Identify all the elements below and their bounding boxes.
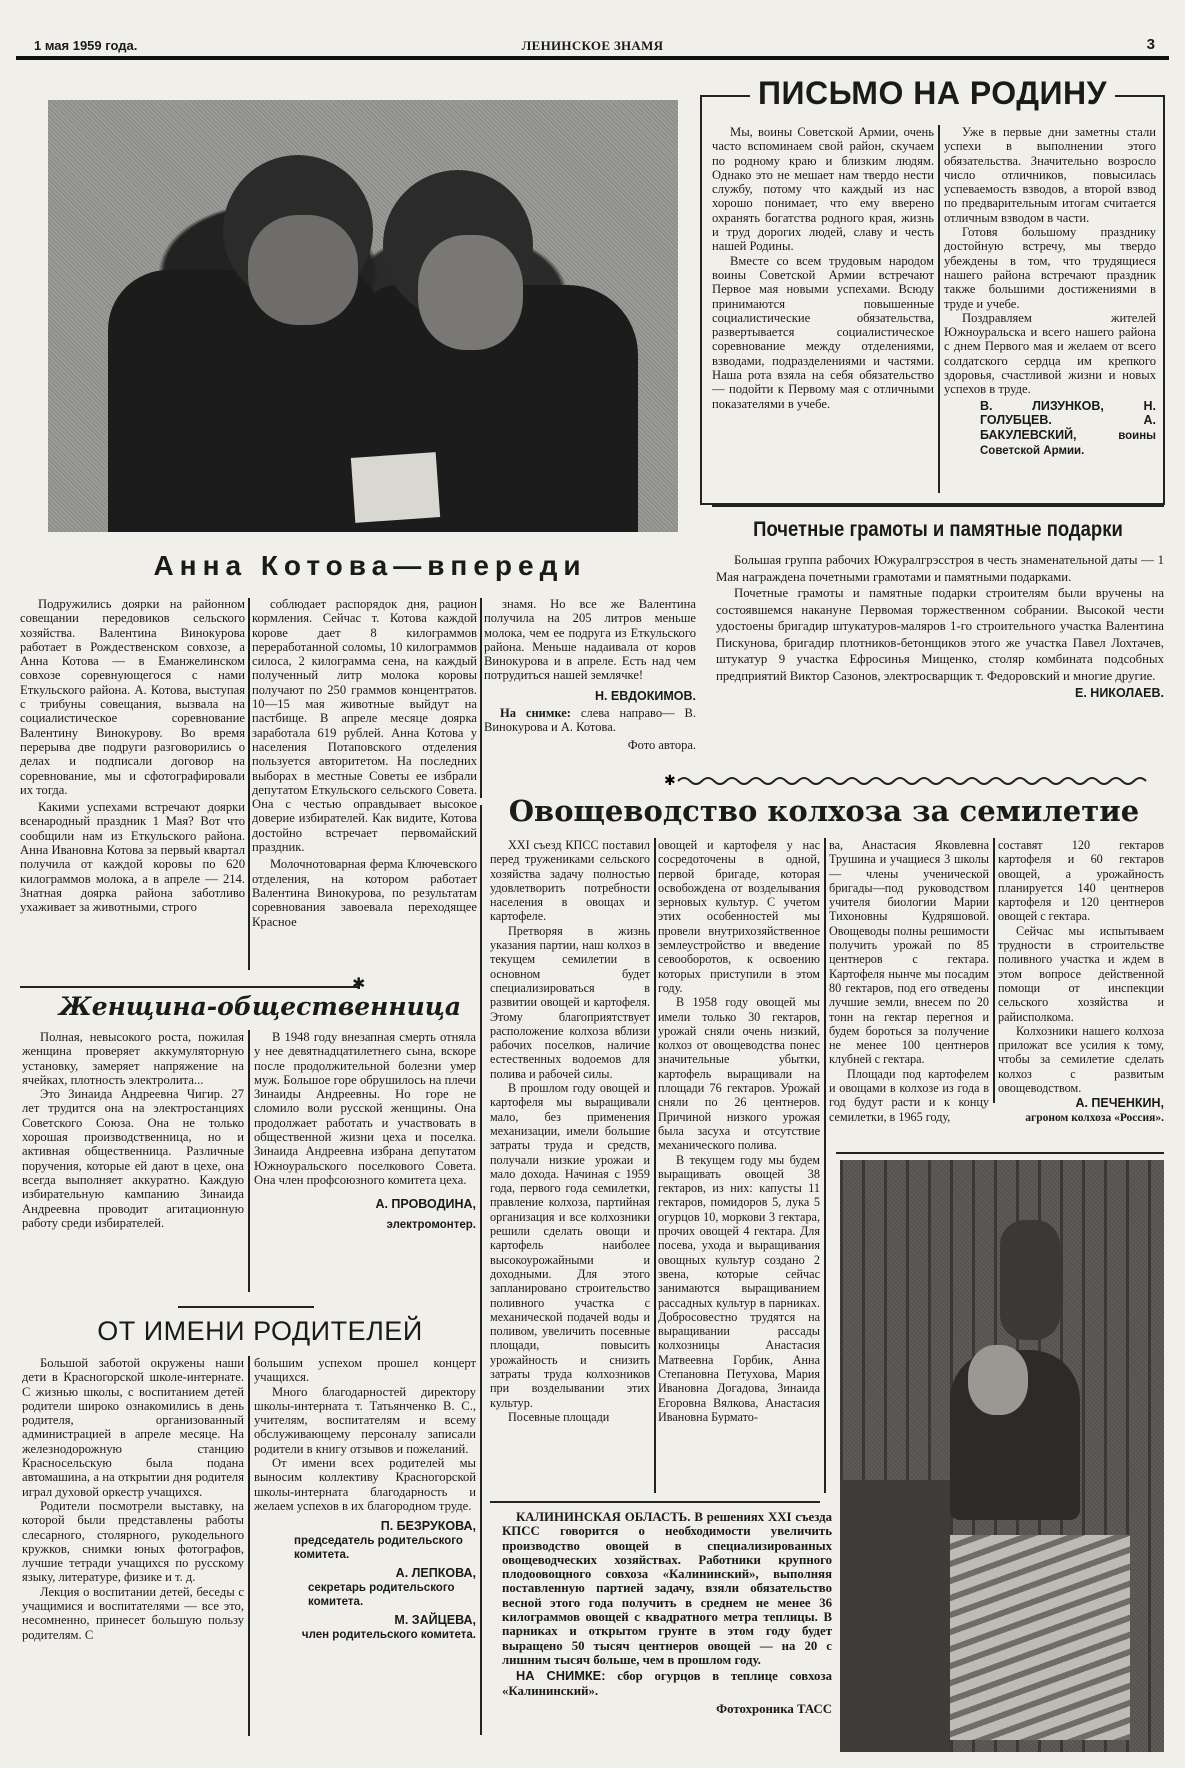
photo-credit: Фото автора. (627, 737, 696, 752)
column-rule (248, 1356, 250, 1736)
paragraph: составят 120 гектаров картофеля и 60 гектаров овощей, а урожайность планируется 140 центнеров картофеля и 120 центнеров овощей с гектара. (998, 838, 1164, 924)
gramoty-title: Почетные грамоты и памятные подарки (753, 518, 1123, 541)
kotova-column-2 (252, 597, 477, 972)
wavy-ornament (664, 772, 1164, 789)
star-ornament: ✱ (352, 974, 366, 993)
kalinin-text: В решениях XXI съезда КПСС говорится о необходимости увеличить производство овощей в специализированных овощеводческих хозяйствах. Работники крупного плодоовощного совхоза «Калининский», выполняя поставленную партией задачу, взяли обязательство весной этого года получить в среднем не менее 36 килограммов овощей с квадратного метра теплицы. В парниках и открытом грунте в этом году будет выращено 50 тысяч центнеров овощей — на 20 с лишним тысяч больше, чем в прошлом году. (502, 1510, 832, 1667)
paragraph: Уже в первые дни заметны стали успехи в выполнении этого обязательства. Значительно возросло число отличников, повысилась успеваемость взводов, а второй взвод по предварительным итогам считается отличным взводом в части. (944, 125, 1156, 225)
paragraph: Поздравляем жителей Южноуральска и всего нашего района с днем Первого мая и желаем от всего солдатского сердца им крепкого здоровья, счастливой жизни и новых успехов в труде. (944, 310, 1156, 397)
signature-role: воины Советской Армии. (980, 429, 1156, 458)
signature-role: секретарь родительского комитета. (308, 1582, 455, 1609)
ovoshchi-column-4 (998, 838, 1164, 1125)
section-rule (836, 1152, 1164, 1154)
gramoty-body (716, 552, 1164, 701)
section-rule (20, 986, 360, 988)
paragraph: Подружились доярки на районном совещании передовиков сельского хозяйства. Валентина Винокурова работает в Рождественском совхозе, а Анна Котова — в Еманжелинском совхозе соревнующегося с нами Еткульского района. А. Котова, выступая с трибуны совещания, вызвала на социалистическое соревнование Валентину Винокурову. Во время перерыва две подруги разговорились о делах и подписали договор на соревнование, мы и сфотографировали их тогда. (20, 597, 245, 797)
signature-name: М. ЗАЙЦЕВА, (394, 1613, 476, 1628)
kotova-column-1 (20, 597, 245, 972)
paragraph: овощей и картофеля у нас сосредоточены в одной, первой бригаде, которая освобождена от возделывания зерновых культур. С учетом этих особенностей мы провели внутрихозяйственное землеустройство и введение севооборотов, к освоению которых приступили в этом году. (658, 838, 820, 995)
paragraph: Претворяя в жизнь указания партии, наш колхоз в текущем семилетии в основном будет специализироваться в развитии овощей и картофеля. Этому благоприятствует расположение колхоза вблизи рабочих поселков, наличие естественных водоемов для полива и рабочей силы. (490, 923, 650, 1081)
section-rule (712, 505, 1164, 507)
paragraph: В прошлом году овощей и картофеля мы выращивали мало, без применения механизации, имели большие затраты труда и средств, получали низкие урожаи и мало дохода. Начиная с 1959 года, первого года семилетки, правление колхоза, партийная организация и все колхозники решили сделать овощи и картофель наиболее высокоурожайными и доходными. Для этого запланировано строительство поливного участка с механической подачей воды и поливом, увеличить посевные площади, повысить урожайность и снизить затраты труда колхозников при возделывании этих культур. (490, 1081, 650, 1410)
signature-role: председатель родительского комитета. (294, 1535, 463, 1562)
caption-text: слева направо— В. Винокурова и А. Котова. (484, 705, 696, 734)
pismo-column-2 (944, 125, 1156, 459)
roditeli-title: ОТ ИМЕНИ РОДИТЕЛЕЙ (97, 1316, 423, 1346)
roditeli-column-1 (22, 1356, 244, 1736)
column-rule (248, 598, 250, 970)
signature-role: член родительского комитета. (301, 1629, 476, 1642)
paragraph: В текущем году мы будем выращивать овощей 38 гектаров, из них: капусты 11 гектаров, помидоров 5, лука 5 огурцов 10, моркови 3 гектара, прочих овощей 4 гектара. Для посева, ухода и выращивания овощных культур создано 2 звена, которые сейчас занимаются выращиванием рассадных культур в парниках. Добросовестно трудятся на выращивании рассады колхозницы Анастасия Матвеевна Горбик, Анна Степановна Петухова, Мария Ивановна Догадова, Зинаида Егоровна Вялкова, Анастасия Ивановна Бурмато- (658, 1152, 820, 1424)
paragraph: Колхозники нашего колхоза приложат все усилия к тому, чтобы за семилетие сделать колхоз с развитым овощеводством. (998, 1023, 1164, 1096)
paragraph: Большой заботой окружены наши дети в Красногорской школе-интернате. С жизнью школы, с воспитанием детей родители широко ознакомились в день родителя, организованный администрацией в апреле месяце. На железнодорожную станцию Красносельскую была подана автомашина, а на открытии дня родителя играл духовой оркестр учащихся. (22, 1356, 244, 1499)
signature-names: В. ЛИЗУНКОВ, Н. ГОЛУБЦЕВ. А. БАКУЛЕВСКИЙ, (980, 398, 1156, 442)
pismo-signature (944, 399, 1156, 459)
paragraph: Полная, невысокого роста, пожилая женщина проверяет аккумуляторную установку, замеряет напряжение на ячейках, плотность электролита... (22, 1030, 244, 1087)
ovoshchi-column-3 (829, 838, 989, 1124)
paragraph: ва, Анастасия Яковлевна Трушина и учащиеся 3 школы — члены ученической бригады—под руководством учителя биологии Марии Тихоновны Кудряшовой. Овощеводы полны решимости получить урожай по 85 центнеров с гектара. Картофеля нынче мы посадим 80 гектаров, под его отведены лучшие земли, внесем по 20 тонн на гектар перегноя и будем бороться за получение не менее 100 центнеров клубней с гектара. (829, 838, 989, 1067)
kalinin-credit: Фотохроника ТАСС (716, 1701, 832, 1716)
ovoshchi-title: Овощеводство колхоза за семилетие (508, 794, 1140, 828)
zhenshchina-signature: А. ПРОВОДИНА, (375, 1197, 476, 1212)
caption-text: сбор огурцов в теплице совхоза «Калининский». (502, 1669, 832, 1698)
roditeli-column-2 (254, 1356, 476, 1642)
paragraph: Почетные грамоты и памятные подарки строителям были вручены на состоявшемся накануне Первомая торжественном собрании. Высокой чести удостоены бригадир штукатуров-маляров 1-го строительного участка Валентина Пискунова, бригадир плотников-бетонщиков этого же участка Павел Лохтачев, штукатур 9 участка Ефросинья Мищенко, столяр комбината подсобных предприятий Виктор Сазонов, электросварщик т. Федоровский и многие другие. (716, 586, 1164, 683)
paragraph: Родители посмотрели выставку, на которой были представлены работы слесарного, столярного, рукодельного кружков, снимки юных фотографов, лучшие тетради учащихся по русскому языку, литературе, физике и т. д. (22, 1498, 244, 1585)
signature-name: А. ЛЕПКОВА, (395, 1566, 476, 1581)
paragraph: Лекция о воспитании детей, беседы с учащимися и воспитателями — все это, несомненно, принесет большую пользу родителям. С (22, 1584, 244, 1642)
paragraph: соблюдает распорядок дня, рацион кормления. Сейчас т. Котова каждой корове дает 8 килограммов переработанной соломы, 10 килограммов силоса, 2 килограмма сена, на каждый полученный литр молока коровы получают по 250 граммов концентратов. 10—15 мая животные выйдут на пастбище. В апреле месяце доярка заработала 619 рублей. Анна Котова у населения Потаповского отделения пользуется авторитетом. На последних выборах в местные Советы ее избрали депутатом Еткульского сельского Совета. Она с честью оправдывает высокое доверие избирателей. Как видите, Котова достойно встречает первомайский праздник. (252, 597, 477, 855)
roditeli-signature-1 (254, 1519, 476, 1562)
kalinin-tass-item (502, 1510, 832, 1716)
zhenshchina-signature-role: электромонтер. (386, 1219, 476, 1232)
column-rule (480, 598, 482, 798)
paragraph: Вместе со всем трудовым народом воины Советской Армии встречают Первое мая новыми успехами. Всюду принимаются повышенные социалистические обязательства, развертывается социалистическое соревнование между отделениями, взводами, подразделениями и частями. Наша рота взяла на себя обязательство — подойти к Первому мая с отличными показателями в учебе. (712, 253, 934, 411)
paragraph: Молочнотоварная ферма Ключевского отделения, на котором работает Валентина Винокурова, по результатам соревнования завоевала переходящее Красное (252, 857, 477, 929)
page-number: 3 (1146, 36, 1155, 53)
kotova-photo (48, 100, 678, 532)
signature-name: П. БЕЗРУКОВА, (380, 1519, 476, 1534)
column-rule (248, 1030, 250, 1292)
paragraph: знамя. Но все же Валентина получила на 205 литров меньше молока, чем ее подруга из Еткульского района. Меньше надаивала от коров Винокурова и в апреле. Есть над чем потрудиться нашей землячке! (484, 597, 696, 683)
caption-label: НА СНИМКЕ: (516, 1668, 606, 1684)
paragraph: Сейчас мы испытываем трудности в строительстве поливного участка и ждем в этом вопросе действенной помощи от инспекции сельского хозяйства и райисполкома. (998, 923, 1164, 1024)
section-rule (490, 1501, 820, 1503)
ovoshchi-column-2 (658, 838, 820, 1498)
zhenshchina-column-1 (22, 1030, 244, 1300)
issue-date: 1 мая 1959 года. (34, 38, 138, 53)
column-rule (480, 805, 482, 1735)
column-rule (993, 838, 995, 1103)
header-rule (16, 56, 1169, 60)
paragraph: Какими успехами встречают доярки всенародный праздник 1 Мая? Вот что сообщили нам из Еткульского района. Анна Ивановна Котова за первый квартал получила от каждой коровы по 620 килограммов молока, а в апреле — 214. Знатная доярка района заботливо ухаживает за животными, строго (20, 800, 245, 915)
kotova-caption (484, 706, 696, 734)
pismo-title (700, 75, 1165, 112)
newspaper-name: ЛЕНИНСКОЕ ЗНАМЯ (521, 38, 664, 53)
paragraph: От имени всех родителей мы выносим коллективу Красногорской школы-интерната благодарность и желаем успехов в их благородном труде. (254, 1456, 476, 1513)
column-rule (824, 838, 826, 1493)
paragraph: Площади под картофелем и овощами в колхозе из года в год будут расти и к концу семилетки, в 1965 году, (829, 1066, 989, 1124)
column-rule (938, 125, 940, 493)
kalinin-lead: КАЛИНИНСКАЯ ОБЛАСТЬ. (516, 1510, 691, 1524)
kotova-signature: Н. ЕВДОКИМОВ. (594, 688, 696, 703)
caption-label: На снимке: (500, 705, 571, 720)
paragraph: Это Зинаида Андреевна Чигир. 27 лет трудится она на электростанциях Советского Союза. Она не только хорошая производственница, но и активная общественница. Различные поручения, которые ей дают в цехе, она всегда выполняет аккуратно. Каждую избирательную кампанию Зинаида Андреевна проводит агитационную работу среди избирателей. (22, 1087, 244, 1230)
paragraph: XXI съезд КПСС поставил перед тружениками сельского хозяйства задачу полностью удовлетворить потребности населения в овощах и картофеле. (490, 838, 650, 924)
kalinin-caption (502, 1669, 832, 1698)
paragraph: большим успехом прошел концерт учащихся. (254, 1356, 476, 1385)
svg-text:✱: ✱ (664, 773, 676, 789)
greenhouse-photo (840, 1160, 1164, 1752)
kotova-column-3 (484, 597, 696, 752)
zhenshchina-title: Женщина-общественница (58, 992, 462, 1021)
paragraph: Большая группа рабочих Южуралгрэсстроя в честь знаменательной даты — 1 Мая награждена почетными грамотами и памятными подарками. (716, 553, 1164, 584)
paragraph: Готовя большому празднику достойную встречу, мы твердо убеждены в том, что трудящиеся нашего района встречают праздник также большими достижениями в труде и учебе. (944, 225, 1156, 311)
pismo-title-text: ПИСЬМО НА РОДИНУ (750, 75, 1115, 111)
ovoshchi-signature-role: агроном колхоза «Россия». (1025, 1112, 1164, 1125)
wavy-line-icon (664, 773, 1164, 787)
paragraph: В 1948 году внезапная смерть отняла у нее девятнадцатилетнего сына, вскоре после продолжительной болезни умер муж. Большое горе обрушилось на плечи Зинаиды Андреевны. Но горе не сломило воли русской женщины. Она продолжает работать и участвовать в общественной жизни цеха и поселка. Зинаида Андреевна избрана депутатом Южноуральского поселкового Совета. Она член профсоюзного комитета цеха. (254, 1030, 476, 1187)
paragraph: В 1958 году овощей мы имели только 30 гектаров, урожай сняли очень низкий, колхоз от овощеводства понес значительные убытки, картофель выращивали на площади 76 гектаров. Урожай сняли по 26 центнеров. Причиной низкого урожая была засуха и отсутствие механического полива. (658, 995, 820, 1153)
paragraph: Посевные площади (508, 1409, 610, 1424)
roditeli-signature-3 (254, 1613, 476, 1642)
column-rule (654, 838, 656, 1493)
section-rule (178, 1306, 314, 1308)
paragraph: Мы, воины Советской Армии, очень часто вспоминаем свой район, скучаем по родному краю и близким людям. Однако это не мешает нам твердо нести службу, потому что каждый из нас хорошо понимает, что ему вверено охранять богатства родного края, жизнь и труд дорогих людей, славу и честь нашей Родины. (712, 125, 934, 254)
pismo-column-1 (712, 125, 934, 497)
kotova-title: Анна Котова—впереди (153, 550, 587, 581)
gramoty-signature: Е. НИКОЛАЕВ. (1075, 686, 1164, 700)
roditeli-signature-2 (254, 1566, 476, 1609)
paragraph: Много благодарностей директору школы-интерната т. Татьянченко В. С., учителям, воспитателям и всему обслуживающему персоналу записали родители в книгу отзывов и пожеланий. (254, 1384, 476, 1456)
ovoshchi-signature: А. ПЕЧЕНКИН, (1075, 1096, 1164, 1111)
ovoshchi-column-1 (490, 838, 650, 1498)
zhenshchina-column-2 (254, 1030, 476, 1232)
